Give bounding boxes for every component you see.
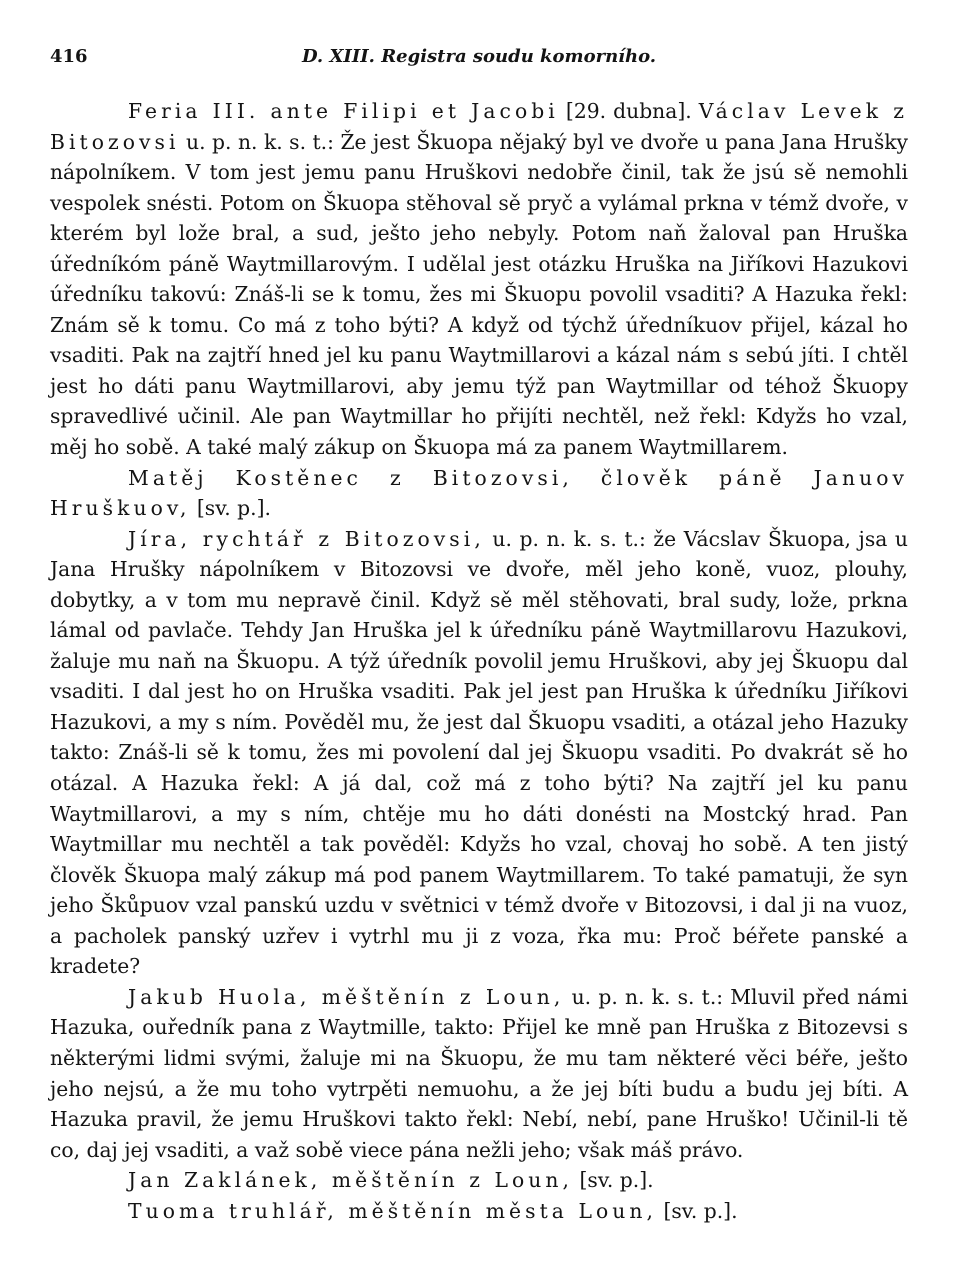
paragraph-text: u. p. n. k. s. t.: že Vácslav Škuopa, jsa u Jana Hrušky nápolníkem v Bitozovsi ve dvoře, měl jeho koně, vuoz, plouhy, dobytky, a v tom mu nepravě činil. Když sě měl stěhovati, bral sudy, lože, prkna lámal od pavlače. Tehdy Jan Hruška jel k úředníku páně Waytmillarovu Hazukovi, žaluje mu naň na Škuopu. A týž úředník povolil jemu Hruškovi, aby jej Škuopu dal vsaditi. I dal jest ho on Hruška vsaditi. Pak jel jest pan Hruška k úředníku Jiříkovi Hazukovi, a my s ním. Pověděl mu, že jest dal Škuopu vsaditi, a otázal jeho Hazuky takto: Znáš-li sě k tomu, žes mi povolení dal jej Škuopu vsaditi. Po dvakrát sě ho otázal. A Hazuka řekl: A já dal, což má z toho býti? Na zajtří jel ku panu Waytmillarovi, a my s ním, chtěje mu ho dáti donésti na Mostcký hrad. Pan Waytmillar mu nechtěl a tak pověděl: Kdyžs ho vzal, chovaj ho sobě. A ten jistý člověk Škuopa malý zákup má pod panem Waytmillarem. To také pamatuji, že syn jeho Škůpuov vzal panskú uzdu v světnici v témž dvoře v Bitozovsi, i dal ji na vuoz, a pacholek panský uzřev i vytrhl mu ji z voza, řka mu: Proč béřete panské a kradete? bbox=[50, 526, 908, 979]
witness-name: Jan Zaklánek, měštěnín z Loun, bbox=[128, 1168, 574, 1193]
witness-name: Jíra, rychtář z Bitozovsi, bbox=[128, 526, 485, 551]
witness-name: Václav Levek z Bitozovsi bbox=[50, 99, 908, 154]
paragraph-3 bbox=[50, 524, 908, 982]
date-note: [29. dubna]. bbox=[558, 99, 699, 123]
witness-name: Jakub Huola, měštěnín z Loun, bbox=[128, 984, 565, 1009]
paragraph-4 bbox=[50, 982, 908, 1165]
paragraph-5 bbox=[50, 1165, 908, 1196]
paragraph-text: [sv. p.]. bbox=[573, 1168, 654, 1193]
paragraph-6 bbox=[50, 1196, 908, 1227]
running-title: D. XIII. Registra soudu komorního. bbox=[301, 46, 657, 67]
witness-name: Matěj Kostěnec z Bitozovsi, člověk páně Januov Hruškuov, bbox=[50, 465, 908, 521]
paragraph-2 bbox=[50, 463, 908, 524]
witness-name: Tuoma truhlář, měštěnín města Loun, bbox=[128, 1198, 658, 1223]
page-number: 416 bbox=[50, 46, 88, 67]
running-header bbox=[50, 44, 908, 76]
paragraph-text: u. p. n. k. s. t.: Mluvil před námi Hazuka, ouředník pana z Waytmille, takto: Přijel ke mně pan Hruška z Bitozevsi s některými lidmi svými, žaluje mi na Škuopu, že mu tam některé věci béře, ješto jeho nejsú, a že mu toho vytrpěti nemuohu, a že jej bíti budu a budu jej bíti. A Hazuka pravil, že jemu Hruškovi takto řekl: Nebí, nebí, pane Hruško! Učinil-li tě co, daj jej vsaditi, a važ sobě viece pána nežli jeho; však máš právo. bbox=[50, 984, 908, 1162]
paragraph-text: [sv. p.]. bbox=[190, 496, 271, 521]
paragraph-text: [sv. p.]. bbox=[657, 1198, 738, 1223]
paragraph-text: u. p. n. k. s. t.: Že jest Škuopa nějaký byl ve dvoře u pana Jana Hrušky nápolníkem. V tom jest jemu panu Hruškovi nedobře činil, tak že jsú sě nemohli vespolek snésti. Potom on Škuopa stěhoval sě pryč a vylámal prkna v témž dvoře, v kterém byl lože bral, a sud, ješto jeho nebyly. Potom naň žaloval pan Hruška úředníkóm páně Waytmillarovým. I udělal jest otázku Hruška na Jiříkovi Hazukovi úředníku takovú: Znáš-li se k tomu, žes mi Škuopu povolil vsaditi? A Hazuka řekl: Znám sě k tomu. Co má z toho býti? A když od týchž úředníkuov přijel, kázal ho vsaditi. Pak na zajtří hned jel ku panu Waytmillarovi a kázal nám s sebú jíti. I chtěl jest ho dáti panu Waytmillarovi, aby jemu týž pan Waytmillar od téhož Škuopy spravedlivé učinil. Ale pan Waytmillar ho přijíti nechtěl, než řekl: Kdyžs ho vzal, měj ho sobě. A také malý zákup on Škuopa má za panem Waytmillarem. bbox=[50, 129, 908, 460]
date-heading: Feria III. ante Filipi et Jacobi bbox=[128, 99, 559, 123]
paragraph-1 bbox=[50, 96, 908, 463]
body-text bbox=[50, 96, 908, 1226]
